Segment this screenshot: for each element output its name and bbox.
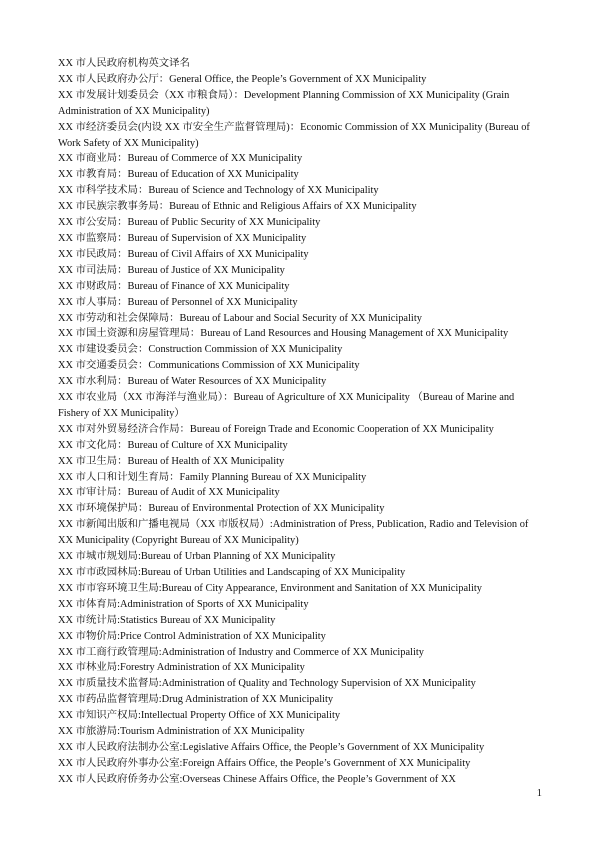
agency-entry: XX 市教育局：Bureau of Education of XX Municipality [58,169,299,181]
agency-entry: XX 市环境保护局：Bureau of Environmental Protection of XX Municipality [58,503,385,515]
agency-entry: XX 市水利局：Bureau of Water Resources of XX Municipality [58,376,327,388]
agency-entry: XX 市旅游局:Tourism Administration of XX Municipality [58,726,305,738]
agency-entry: XX 市文化局：Bureau of Culture of XX Municipality [58,439,288,451]
agency-entry: XX 市人民政府侨务办公室:Overseas Chinese Affairs Office, the People’s Government of XX [58,773,456,785]
agency-entry: XX 市对外贸易经济合作局：Bureau of Foreign Trade and Economic Cooperation of XX Municipality [58,423,494,435]
agency-entry: XX 市新闻出版和广播电视局（XX 市版权局）:Administration of Press, Publication, Radio and Television of XX Municipality (Copyright Bureau of XX Municipality) [58,519,529,547]
document-body [58,56,544,788]
agency-entry: XX 市科学技术局：Bureau of Science and Technology of XX Municipality [58,185,379,197]
agency-entry: XX 市人民政府办公厅：General Office, the People’s Government of XX Municipality [58,73,427,85]
agency-entry: XX 市人口和计划生育局：Family Planning Bureau of XX Municipality [58,471,367,483]
agency-entry: XX 市质量技术监督局:Administration of Quality and Technology Supervision of XX Municipality [58,678,476,690]
agency-entry: XX 市林业局:Forestry Administration of XX Municipality [58,662,305,674]
agency-entry: XX 市国土资源和房屋管理局：Bureau of Land Resources and Housing Management of XX Municipality [58,328,509,340]
agency-entry: XX 市体育局:Administration of Sports of XX Municipality [58,598,309,610]
agency-entry: XX 市公安局：Bureau of Public Security of XX Municipality [58,217,321,229]
agency-entry: XX 市知识产权局:Intellectual Property Office of XX Municipality [58,710,341,722]
page-number: 1 [536,788,542,799]
agency-entry: XX 市司法局：Bureau of Justice of XX Municipality [58,264,285,276]
agency-entry: XX 市市容环境卫生局:Bureau of City Appearance, Environment and Sanitation of XX Municipality [58,582,482,594]
agency-entry: XX 市物价局:Price Control Administration of XX Municipality [58,630,326,642]
agency-entry: XX 市城市规划局:Bureau of Urban Planning of XX Municipality [58,551,336,563]
agency-entry: XX 市交通委员会：Communications Commission of XX Municipality [58,360,360,372]
agency-entry: XX 市卫生局：Bureau of Health of XX Municipality [58,455,285,467]
agency-entry: XX 市商业局：Bureau of Commerce of XX Municipality [58,153,303,165]
agency-entry: XX 市劳动和社会保障局：Bureau of Labour and Social Security of XX Municipality [58,312,422,324]
agency-entry: XX 市民族宗教事务局：Bureau of Ethnic and Religious Affairs of XX Municipality [58,201,417,213]
agency-entry: XX 市农业局（XX 市海洋与渔业局）：Bureau of Agriculture of XX Municipality （Bureau of Marine and Fishery of XX Municipality） [58,392,515,419]
agency-entry: XX 市工商行政管理局:Administration of Industry and Commerce of XX Municipality [58,646,424,658]
agency-entry: XX 市人事局：Bureau of Personnel of XX Municipality [58,296,298,308]
agency-entry: XX 市监察局：Bureau of Supervision of XX Municipality [58,232,307,244]
agency-entry: XX 市民政局：Bureau of Civil Affairs of XX Municipality [58,248,309,260]
agency-entry: XX 市药品监督管理局:Drug Administration of XX Municipality [58,694,334,706]
agency-entry: XX 市建设委员会：Construction Commission of XX Municipality [58,344,343,356]
agency-entry: XX 市人民政府外事办公室:Foreign Affairs Office, the People’s Government of XX Municipality [58,757,471,769]
agency-entry: XX 市统计局:Statistics Bureau of XX Municipality [58,614,276,626]
document-title: XX 市人民政府机构英文译名 [58,58,190,69]
agency-entry: XX 市审计局：Bureau of Audit of XX Municipality [58,487,280,499]
agency-entry: XX 市财政局：Bureau of Finance of XX Municipality [58,280,290,292]
agency-entry: XX 市市政园林局:Bureau of Urban Utilities and Landscaping of XX Municipality [58,567,406,578]
agency-entry: XX 市发展计划委员会（XX 市粮食局）：Development Planning Commission of XX Municipality (Grain Administration of XX Municipality) [58,89,510,117]
agency-entry: XX 市经济委员会(内设 XX 市安全生产监督管理局)：Economic Commission of XX Municipality (Bureau of Work Safety of XX Municipality) [58,121,530,149]
agency-entry: XX 市人民政府法制办公室:Legislative Affairs Office, the People’s Government of XX Municipality [58,741,485,753]
